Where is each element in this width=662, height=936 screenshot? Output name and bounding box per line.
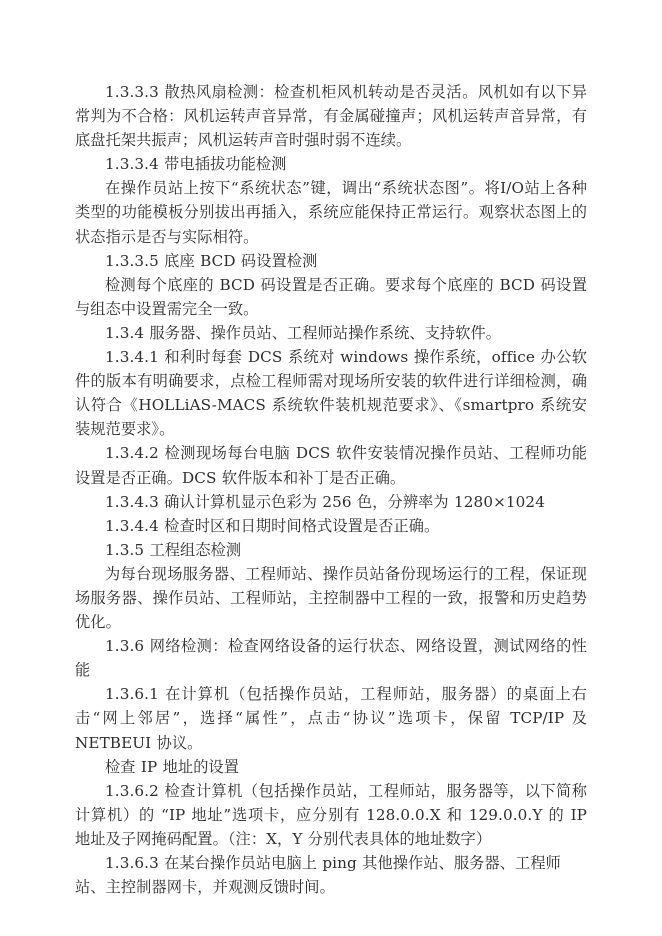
paragraph-1-3-6-3: 1.3.6.3 在某台操作员站电脑上 ping 其他操作站、服务器、工程师站、主控制器网卡，并观测反馈时间。	[75, 854, 561, 897]
paragraph-1-3-3-5-title: 1.3.3.5 底座 BCD 码设置检测	[105, 251, 318, 270]
paragraph-1-3-4-4: 1.3.4.4 检查时区和日期时间格式设置是否正确。	[105, 516, 440, 535]
paragraph-1-3-5-body: 为每台现场服务器、工程师站、操作员站备份现场运行的工程，保证现场服务器、操作员站、工程师站，主控制器中工程的一致，报警和历史趋势优化。	[75, 564, 587, 632]
paragraph-1-3-6-2: 1.3.6.2 检查计算机（包括操作员站，工程师站，服务器等，以下简称计算机）的 “IP 地址”选项卡，应分别有 128.0.0.X 和 129.0.0.Y 的 IP 地址及子网掩码配置。（注：X，Y 分别代表具体的地址数字）	[75, 781, 587, 848]
paragraph-1-3-3-3: 1.3.3.3 散热风扇检测：检查机柜风机转动是否灵活。风机如有以下异常判为不合格：风机运转声音异常，有金属碰撞声；风机运转声音异常，有底盘托架共振声；风机运转声音时强时弱不连续。	[75, 83, 587, 150]
paragraph-1-3-6: 1.3.6 网络检测：检查网络设备的运行状态、网络设置，测试网络的性能	[75, 637, 587, 680]
paragraph-1-3-4-2: 1.3.4.2 检测现场每台电脑 DCS 软件安装情况操作员站、工程师功能设置是否正确。DCS 软件版本和补丁是否正确。	[75, 444, 587, 487]
paragraph-1-3-5-title: 1.3.5 工程组态检测	[105, 540, 242, 559]
paragraph-1-3-3-4-body: 在操作员站上按下“系统状态”键，调出“系统状态图”。将I/O站上各种类型的功能模板分别拔出再插入，系统应能保持正常运行。观察状态图上的状态指示是否与实际相符。	[75, 179, 587, 246]
paragraph-1-3-3-5-body: 检测每个底座的 BCD 码设置是否正确。要求每个底座的 BCD 码设置与组态中设置需完全一致。	[75, 275, 587, 318]
paragraph-1-3-3-4-title: 1.3.3.4 带电插拔功能检测	[105, 155, 287, 174]
document-body	[75, 80, 587, 899]
paragraph-1-3-4: 1.3.4 服务器、操作员站、工程师站操作系统、支持软件。	[105, 323, 502, 342]
paragraph-1-3-6-1: 1.3.6.1 在计算机（包括操作员站，工程师站，服务器）的桌面上右击“网上邻居”，选择“属性”，点击“协议”选项卡，保留 TCP/IP 及 NETBEUI 协议。	[75, 685, 587, 752]
paragraph-check-ip: 检查 IP 地址的设置	[105, 757, 240, 776]
paragraph-1-3-4-1: 1.3.4.1 和利时每套 DCS 系统对 windows 操作系统，office 办公软件的版本有明确要求，点检工程师需对现场所安装的软件进行详细检测，确认符合《HOLLiAS-MACS 系统软件装机规范要求》、《smartpro 系统安装规范要求》。	[75, 348, 587, 439]
paragraph-1-3-4-3: 1.3.4.3 确认计算机显示色彩为 256 色，分辨率为 1280×1024	[105, 492, 545, 511]
